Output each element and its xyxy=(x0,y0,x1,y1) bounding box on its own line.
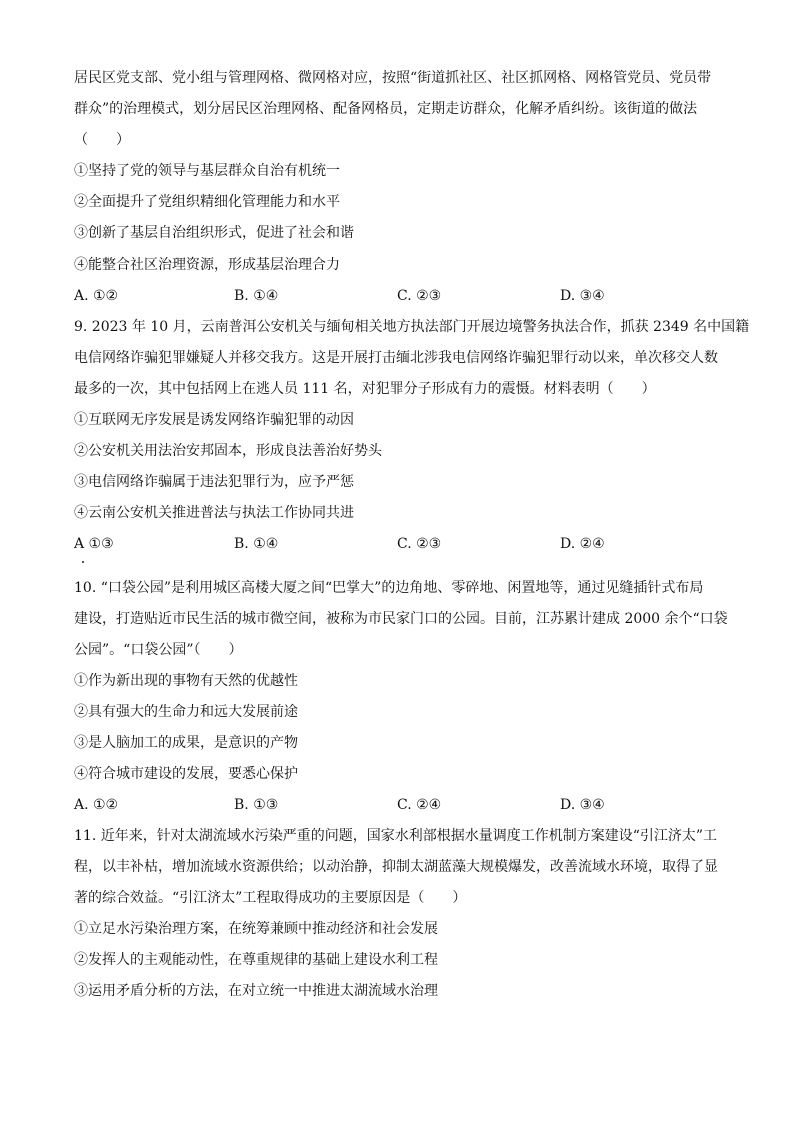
q11-stem-line-1: 11. 近年来，针对太湖流域水污染严重的问题，国家水利部根据水量调度工作机制方案建设“引江济太”工 xyxy=(74,828,718,844)
q9-stem-line-3: 最多的一次，其中包括网上在逃人员 111 名，对犯罪分子形成有力的震慑。材料表明（ ） xyxy=(74,381,656,397)
q10-option-a[interactable]: A. ①② xyxy=(74,797,119,813)
q10-option-b[interactable]: B. ①③ xyxy=(234,797,279,813)
q10-statement-1: ①作为新出现的事物有天然的优越性 xyxy=(74,673,298,689)
q10-statement-3: ③是人脑加工的成果，是意识的产物 xyxy=(74,735,298,751)
q9-option-b[interactable]: B. ①④ xyxy=(234,536,279,552)
q8-option-d[interactable]: D. ③④ xyxy=(560,288,605,304)
q9-option-a[interactable]: A ①③ xyxy=(74,536,114,552)
q10-option-d[interactable]: D. ③④ xyxy=(560,797,605,813)
q10-stem-line-3: 公园”。“口袋公园”（ ） xyxy=(74,642,243,658)
q10-stem-line-2: 建设，打造贴近市民生活的城市微空间，被称为市民家门口的公园。目前，江苏累计建成 2000 余个“口袋 xyxy=(74,611,728,627)
q10-statement-4: ④符合城市建设的发展，要悉心保护 xyxy=(74,766,298,782)
stray-dot-mark xyxy=(82,561,84,563)
q9-statement-4: ④云南公安机关推进普法与执法工作协同共进 xyxy=(74,505,354,521)
q11-statement-3: ③运用矛盾分析的方法，在对立统一中推进太湖流域水治理 xyxy=(74,983,438,999)
q10-options xyxy=(74,796,734,814)
q11-stem-line-3: 著的综合效益。“引江济太”工程取得成功的主要原因是（ ） xyxy=(74,890,467,906)
q8-options xyxy=(74,287,734,305)
q8-statement-3: ③创新了基层自治组织形式，促进了社会和谐 xyxy=(74,225,354,241)
q11-statement-1: ①立足水污染治理方案，在统筹兼顾中推动经济和社会发展 xyxy=(74,921,438,937)
q10-option-c[interactable]: C. ②④ xyxy=(397,797,442,813)
q9-stem-line-2: 电信网络诈骗犯罪嫌疑人并移交我方。这是开展打击缅北涉我电信网络诈骗犯罪行动以来，单次移交人数 xyxy=(74,350,718,366)
q9-statement-2: ②公安机关用法治安邦固本，形成良法善治好势头 xyxy=(74,443,382,459)
q8-option-c[interactable]: C. ②③ xyxy=(397,288,442,304)
q9-options xyxy=(74,535,734,553)
q8-option-b[interactable]: B. ①④ xyxy=(234,288,279,304)
q8-statement-4: ④能整合社区治理资源，形成基层治理合力 xyxy=(74,257,340,273)
q8-statement-1: ①坚持了党的领导与基层群众自治有机统一 xyxy=(74,163,340,179)
q10-statement-2: ②具有强大的生命力和远大发展前途 xyxy=(74,704,298,720)
q8-stem-line-1: 居民区党支部、党小组与管理网格、微网格对应，按照“街道抓社区、社区抓网格、网格管党员、党员带 xyxy=(74,70,712,86)
q9-statement-3: ③电信网络诈骗属于违法犯罪行为，应予严惩 xyxy=(74,474,354,490)
q8-stem-line-2: 群众”的治理模式，划分居民区治理网格、配备网格员，定期走访群众，化解矛盾纠纷。该街道的做法 xyxy=(74,101,698,117)
q9-stem-line-1: 9. 2023 年 10 月，云南普洱公安机关与缅甸相关地方执法部门开展边境警务执法合作，抓获 2349 名中国籍 xyxy=(74,319,750,335)
q8-statement-2: ②全面提升了党组织精细化管理能力和水平 xyxy=(74,194,340,210)
q11-stem-line-2: 程，以丰补枯，增加流域水资源供给；以动治静，抑制太湖蓝藻大规模爆发，改善流域水环境，取得了显 xyxy=(74,859,718,875)
q8-answer-blank: （ ） xyxy=(74,132,130,148)
q9-option-c[interactable]: C. ②③ xyxy=(397,536,442,552)
q10-stem-line-1: 10. “口袋公园”是利用城区高楼大厦之间“巴掌大”的边角地、零碎地、闲置地等，通过见缝插针式布局 xyxy=(74,580,704,596)
q9-option-d[interactable]: D. ②④ xyxy=(560,536,605,552)
q11-statement-2: ②发挥人的主观能动性，在尊重规律的基础上建设水利工程 xyxy=(74,952,438,968)
q8-option-a[interactable]: A. ①② xyxy=(74,288,119,304)
q9-statement-1: ①互联网无序发展是诱发网络诈骗犯罪的动因 xyxy=(74,412,354,428)
